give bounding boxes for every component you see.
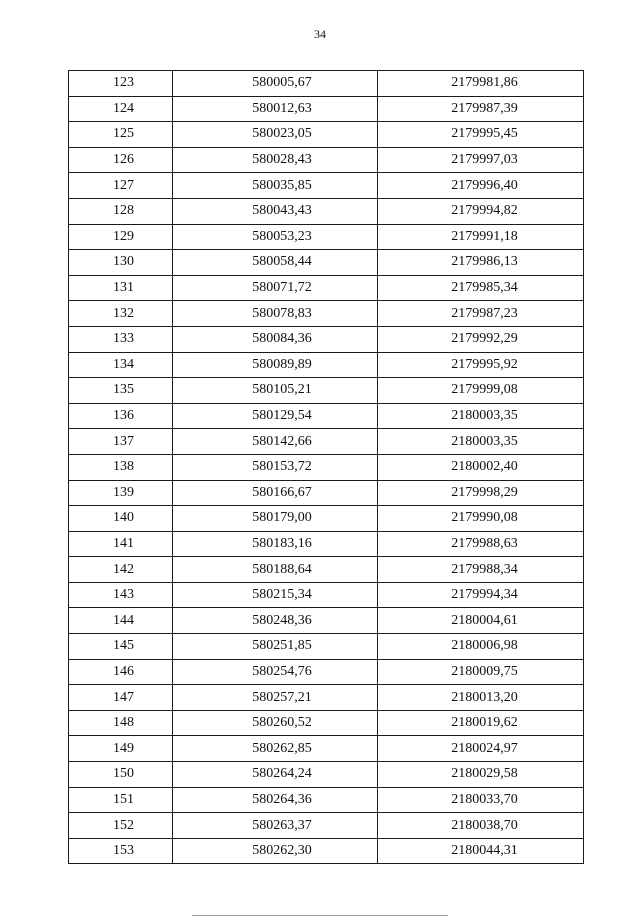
point-number-cell: 143 [69,582,173,608]
y-coordinate-cell: 2179994,82 [378,198,584,224]
y-coordinate-cell: 2180004,61 [378,608,584,634]
page-number: 34 [314,27,326,41]
x-coordinate-cell: 580166,67 [173,480,378,506]
point-number-cell: 147 [69,685,173,711]
y-coordinate-cell: 2180029,58 [378,762,584,788]
x-coordinate-cell: 580179,00 [173,506,378,532]
y-coordinate-cell: 2179987,23 [378,301,584,327]
y-coordinate-cell: 2180006,98 [378,634,584,660]
point-number-cell: 149 [69,736,173,762]
point-number-cell: 131 [69,275,173,301]
y-coordinate-cell: 2179985,34 [378,275,584,301]
x-coordinate-cell: 580262,30 [173,838,378,864]
table-row [69,429,584,455]
y-coordinate-cell: 2179999,08 [378,378,584,404]
table-row [69,352,584,378]
y-coordinate-cell: 2179987,39 [378,96,584,122]
y-coordinate-cell: 2179990,08 [378,506,584,532]
table-row [69,454,584,480]
point-number-cell: 139 [69,480,173,506]
y-coordinate-cell: 2179986,13 [378,250,584,276]
y-coordinate-cell: 2179995,45 [378,122,584,148]
page-bottom-divider [192,915,448,916]
y-coordinate-cell: 2180038,70 [378,813,584,839]
y-coordinate-cell: 2180002,40 [378,454,584,480]
y-coordinate-cell: 2179991,18 [378,224,584,250]
x-coordinate-cell: 580078,83 [173,301,378,327]
table-row [69,710,584,736]
x-coordinate-cell: 580089,89 [173,352,378,378]
y-coordinate-cell: 2179996,40 [378,173,584,199]
table-row [69,608,584,634]
table-row [69,787,584,813]
y-coordinate-cell: 2180033,70 [378,787,584,813]
point-number-cell: 134 [69,352,173,378]
x-coordinate-cell: 580215,34 [173,582,378,608]
x-coordinate-cell: 580257,21 [173,685,378,711]
point-number-cell: 140 [69,506,173,532]
x-coordinate-cell: 580058,44 [173,250,378,276]
coordinates-table [68,70,584,864]
x-coordinate-cell: 580028,43 [173,147,378,173]
point-number-cell: 125 [69,122,173,148]
table-row [69,531,584,557]
point-number-cell: 138 [69,454,173,480]
point-number-cell: 128 [69,198,173,224]
table-row [69,378,584,404]
point-number-cell: 126 [69,147,173,173]
y-coordinate-cell: 2179992,29 [378,326,584,352]
x-coordinate-cell: 580264,36 [173,787,378,813]
table-row [69,301,584,327]
x-coordinate-cell: 580262,85 [173,736,378,762]
table-row [69,557,584,583]
table-row [69,582,584,608]
table-row [69,122,584,148]
x-coordinate-cell: 580053,23 [173,224,378,250]
x-coordinate-cell: 580188,64 [173,557,378,583]
x-coordinate-cell: 580023,05 [173,122,378,148]
table-row [69,275,584,301]
x-coordinate-cell: 580142,66 [173,429,378,455]
y-coordinate-cell: 2179981,86 [378,71,584,97]
point-number-cell: 123 [69,71,173,97]
table-row [69,147,584,173]
x-coordinate-cell: 580005,67 [173,71,378,97]
table-row [69,326,584,352]
x-coordinate-cell: 580084,36 [173,326,378,352]
y-coordinate-cell: 2180003,35 [378,429,584,455]
table-row [69,506,584,532]
x-coordinate-cell: 580105,21 [173,378,378,404]
table-row [69,173,584,199]
point-number-cell: 135 [69,378,173,404]
x-coordinate-cell: 580248,36 [173,608,378,634]
x-coordinate-cell: 580260,52 [173,710,378,736]
point-number-cell: 153 [69,838,173,864]
table-row [69,198,584,224]
x-coordinate-cell: 580153,72 [173,454,378,480]
point-number-cell: 144 [69,608,173,634]
y-coordinate-cell: 2180044,31 [378,838,584,864]
x-coordinate-cell: 580043,43 [173,198,378,224]
point-number-cell: 145 [69,634,173,660]
table-row [69,71,584,97]
point-number-cell: 137 [69,429,173,455]
y-coordinate-cell: 2180013,20 [378,685,584,711]
x-coordinate-cell: 580264,24 [173,762,378,788]
x-coordinate-cell: 580035,85 [173,173,378,199]
table-row [69,762,584,788]
y-coordinate-cell: 2180024,97 [378,736,584,762]
point-number-cell: 132 [69,301,173,327]
point-number-cell: 129 [69,224,173,250]
table-row [69,838,584,864]
x-coordinate-cell: 580254,76 [173,659,378,685]
y-coordinate-cell: 2179995,92 [378,352,584,378]
point-number-cell: 151 [69,787,173,813]
x-coordinate-cell: 580129,54 [173,403,378,429]
point-number-cell: 136 [69,403,173,429]
table-row [69,96,584,122]
point-number-cell: 150 [69,762,173,788]
table-row [69,685,584,711]
y-coordinate-cell: 2179997,03 [378,147,584,173]
x-coordinate-cell: 580251,85 [173,634,378,660]
x-coordinate-cell: 580012,63 [173,96,378,122]
y-coordinate-cell: 2179994,34 [378,582,584,608]
point-number-cell: 152 [69,813,173,839]
point-number-cell: 133 [69,326,173,352]
y-coordinate-cell: 2180003,35 [378,403,584,429]
y-coordinate-cell: 2179988,63 [378,531,584,557]
x-coordinate-cell: 580183,16 [173,531,378,557]
point-number-cell: 130 [69,250,173,276]
coordinates-table-body [69,71,584,864]
table-row [69,659,584,685]
table-row [69,813,584,839]
point-number-cell: 142 [69,557,173,583]
table-row [69,224,584,250]
table-row [69,736,584,762]
table-row [69,403,584,429]
y-coordinate-cell: 2179988,34 [378,557,584,583]
point-number-cell: 146 [69,659,173,685]
point-number-cell: 124 [69,96,173,122]
table-row [69,480,584,506]
table-row [69,634,584,660]
point-number-cell: 127 [69,173,173,199]
point-number-cell: 141 [69,531,173,557]
table-row [69,250,584,276]
y-coordinate-cell: 2180009,75 [378,659,584,685]
x-coordinate-cell: 580263,37 [173,813,378,839]
x-coordinate-cell: 580071,72 [173,275,378,301]
point-number-cell: 148 [69,710,173,736]
y-coordinate-cell: 2180019,62 [378,710,584,736]
y-coordinate-cell: 2179998,29 [378,480,584,506]
